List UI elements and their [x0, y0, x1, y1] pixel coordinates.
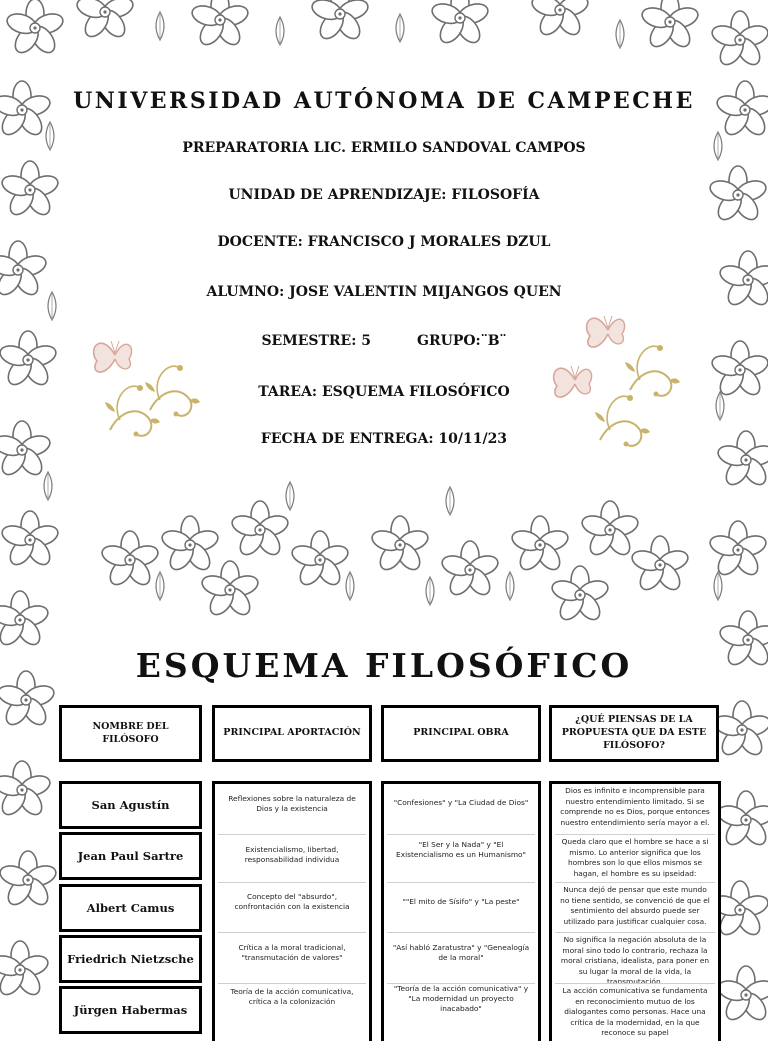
task-title: TAREA: ESQUEMA FILOSÓFICO [258, 384, 510, 400]
semester-group-row [0, 333, 768, 349]
work-cell: "El Ser y la Nada" y "El Existencialismo es un Humanismo" [387, 834, 535, 864]
contribution-cell: Teoría de la acción comunicativa, crítica a la colonización [218, 983, 366, 1011]
column-philosopher [59, 705, 229, 1025]
contribution-cell: Crítica a la moral tradicional, "transmutación de valores" [218, 932, 366, 967]
opinion-cell: Queda claro que el hombre se hace a si mismo. Lo anterior significa que los hombres son lo que ellos mismos se hagan, el hombre es su ipseidad: [555, 834, 715, 883]
header-philosopher: NOMBRE DEL FILÓSOFO [59, 705, 202, 762]
philosopher-name: Jean Paul Sartre [59, 832, 202, 880]
philosopher-name: Albert Camus [59, 884, 202, 932]
university-title: UNIVERSIDAD AUTÓNOMA DE CAMPECHE [73, 88, 695, 114]
opinion-cell: No significa la negación absoluta de la moral sino todo lo contrario, rechaza la moral cristiana, idealista, para poner en su lugar la moral de la vida, la transmutación. [555, 932, 715, 992]
work-cell: "Confesiones" y "La Ciudad de Dios" [393, 798, 529, 807]
header-opinion: ¿QUÉ PIENSAS DE LA PROPUESTA QUE DA ESTE FILÓSOFO? [549, 705, 719, 762]
due-date: FECHA DE ENTREGA: 10/11/23 [260, 431, 508, 447]
work-cell: ""El mito de Sísifo" y "La peste" [387, 882, 535, 911]
semester: SEMESTRE: 5 [261, 333, 372, 349]
teacher-name: DOCENTE: FRANCISCO J MORALES DZUL [217, 234, 551, 250]
opinion-cell: La acción comunicativa se fundamenta en reconocimiento mutuo de los dialogantes como personas. Hace una crítica de la modernidad, en la que reconoce su papel [555, 983, 715, 1043]
philosopher-name: Jürgen Habermas [59, 986, 202, 1034]
scheme-title: ESQUEMA FILOSÓFICO [135, 646, 633, 685]
learning-unit: UNIDAD DE APRENDIZAJE: FILOSOFÍA [228, 187, 540, 203]
column-contribution [212, 705, 382, 1025]
contribution-cell: Concepto del "absurdo", confrontación con la existencia [218, 882, 366, 916]
column-opinion [549, 705, 719, 1038]
philosopher-name: San Agustín [59, 781, 202, 829]
contribution-cells [212, 781, 372, 1041]
opinion-cell: Dios es infinito e incomprensible para nuestro entendimiento limitado. Si se comprende no es Dios, porque entonces nuestro entendimiento sería mayor a el. [560, 786, 710, 827]
header-contribution: PRINCIPAL APORTACIÓN [212, 705, 372, 762]
work-cell: "Así habló Zaratustra" y "Genealogía de la moral" [387, 932, 535, 967]
contribution-cell: Existencialismo, libertad, responsabilidad individua [218, 834, 366, 869]
work-cells [381, 781, 541, 1041]
header-main-work: PRINCIPAL OBRA [381, 705, 541, 762]
philosopher-name: Friedrich Nietzsche [59, 935, 202, 983]
group: GRUPO:¨B¨ [417, 333, 507, 349]
opinion-cells [549, 781, 721, 1041]
student-name: ALUMNO: JOSE VALENTIN MIJANGOS QUEN [206, 284, 562, 300]
school-name: PREPARATORIA LIC. ERMILO SANDOVAL CAMPOS [182, 140, 586, 156]
opinion-cell: Nunca dejó de pensar que este mundo no tiene sentido, se convenció de que el sentimiento del absurdo puede ser utilizado para justificar cualquier cosa. [555, 882, 715, 931]
column-main-work [381, 705, 551, 1025]
work-cell: "Teoría de la acción comunicativa" y "La modernidad un proyecto inacabado" [387, 983, 535, 1018]
contribution-cell: Reflexiones sobre la naturaleza de Dios y la existencia [228, 794, 356, 813]
